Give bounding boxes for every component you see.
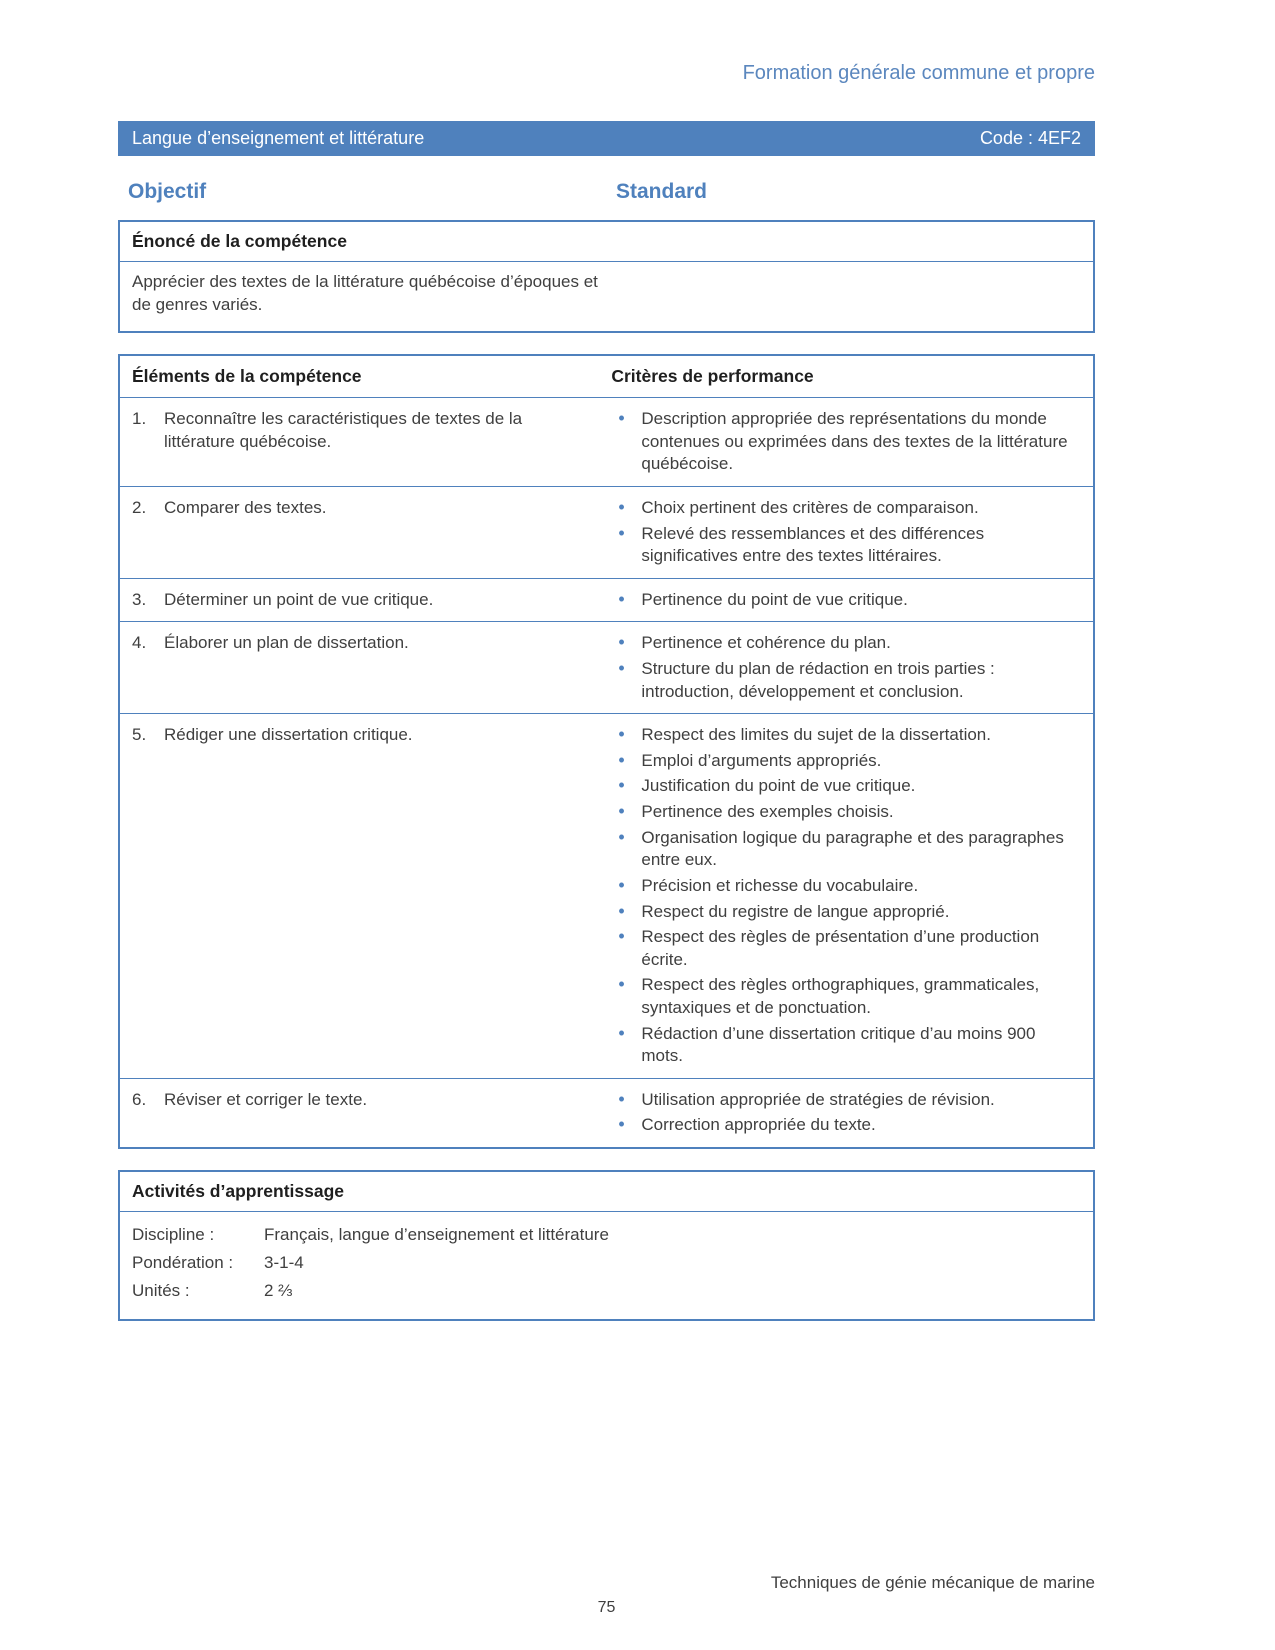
- objectif-heading: Objectif: [128, 180, 207, 203]
- criteria-cell: [611, 714, 1093, 1078]
- criteria-cell: [611, 622, 1093, 713]
- element-cell: [120, 487, 611, 578]
- criterion-item: • Organisation logique du paragraphe et des paragraphes entre eux.: [611, 827, 1081, 872]
- activity-label: Discipline :: [132, 1224, 215, 1244]
- element-item: [132, 1089, 587, 1112]
- criterion-item: • Pertinence du point de vue critique.: [611, 589, 1081, 612]
- element-text: Déterminer un point de vue critique.: [164, 589, 434, 609]
- element-number: 4.: [132, 633, 147, 653]
- element-item: [132, 589, 587, 612]
- criterion-item: • Correction appropriée du texte.: [611, 1114, 1081, 1137]
- enonce-box: [118, 220, 1095, 333]
- criteria-cell: [611, 579, 1093, 622]
- table-row: [120, 397, 1093, 486]
- criteres-column-header: Critères de performance: [611, 365, 814, 386]
- activity-label: Unités :: [132, 1281, 190, 1301]
- element-cell: [120, 622, 611, 713]
- criteria-list: [611, 632, 1081, 703]
- element-item: [132, 724, 587, 747]
- criteria-list: [611, 589, 1081, 612]
- enonce-text: Apprécier des textes de la littérature québécoise d’époques et de genres variés.: [132, 272, 598, 314]
- element-text: Élaborer un plan de dissertation.: [164, 633, 409, 653]
- activity-label: Pondération :: [132, 1253, 234, 1273]
- footer-program-name: Techniques de génie mécanique de marine: [770, 1573, 1095, 1593]
- column-headings: [128, 180, 1095, 204]
- element-text: Comparer des textes.: [164, 497, 327, 517]
- element-cell: [120, 1079, 611, 1147]
- element-text: Rédiger une dissertation critique.: [164, 725, 413, 745]
- course-banner: [118, 121, 1095, 156]
- criterion-item: • Pertinence des exemples choisis.: [611, 801, 1081, 824]
- table-row: [120, 713, 1093, 1078]
- criterion-item: • Emploi d’arguments appropriés.: [611, 750, 1081, 773]
- criterion-item: • Utilisation appropriée de stratégies de révision.: [611, 1089, 1081, 1112]
- activites-box: [118, 1170, 1095, 1321]
- elements-column-header: Éléments de la compétence: [132, 365, 362, 386]
- criteria-list: [611, 497, 1081, 568]
- criterion-item: • Respect des règles de présentation d’une production écrite.: [611, 926, 1081, 971]
- criterion-item: • Structure du plan de rédaction en trois parties : introduction, développement et conclusion.: [611, 658, 1081, 703]
- element-cell: [120, 579, 611, 622]
- criteria-list: [611, 1089, 1081, 1137]
- element-item: [132, 497, 587, 520]
- element-text: Reconnaître les caractéristiques de textes de la littérature québécoise.: [164, 409, 523, 451]
- enonce-body: [120, 262, 1093, 331]
- criterion-item: • Rédaction d’une dissertation critique d’au moins 900 mots.: [611, 1023, 1081, 1068]
- activity-value: 3-1-4: [264, 1253, 304, 1273]
- criteria-cell: [611, 398, 1093, 486]
- page-number: 75: [597, 1599, 616, 1617]
- activity-line: [132, 1221, 1081, 1249]
- table-row: [120, 621, 1093, 713]
- criterion-item: • Pertinence et cohérence du plan.: [611, 632, 1081, 655]
- table-row: [120, 1078, 1093, 1147]
- activity-line: [132, 1249, 1081, 1277]
- activity-line: [132, 1277, 1081, 1305]
- element-cell: [120, 714, 611, 1078]
- criterion-item: • Respect des limites du sujet de la dissertation.: [611, 724, 1081, 747]
- criterion-item: • Respect des règles orthographiques, grammaticales, syntaxiques et de ponctuation.: [611, 974, 1081, 1019]
- criterion-item: • Justification du point de vue critique.: [611, 775, 1081, 798]
- section-header: Formation générale commune et propre: [742, 62, 1095, 84]
- criterion-item: • Description appropriée des représentations du monde contenues ou exprimées dans des textes de la littérature québécoise.: [611, 408, 1081, 476]
- criteria-cell: [611, 487, 1093, 578]
- element-number: 6.: [132, 1089, 147, 1109]
- element-number: 5.: [132, 725, 147, 745]
- activites-body: [120, 1212, 1093, 1319]
- criterion-item: • Précision et richesse du vocabulaire.: [611, 875, 1081, 898]
- criteria-cell: [611, 1079, 1093, 1147]
- element-cell: [120, 398, 611, 486]
- element-text: Réviser et corriger le texte.: [164, 1089, 368, 1109]
- table-row: [120, 486, 1093, 578]
- element-number: 1.: [132, 409, 147, 429]
- activity-value: Français, langue d’enseignement et littérature: [264, 1224, 609, 1244]
- activites-header: Activités d’apprentissage: [120, 1172, 1093, 1212]
- criteria-list: [611, 408, 1081, 476]
- element-number: 3.: [132, 589, 147, 609]
- table-header-row: [120, 356, 1093, 397]
- table-row: [120, 578, 1093, 622]
- criteria-list: [611, 724, 1081, 1068]
- criterion-item: • Choix pertinent des critères de comparaison.: [611, 497, 1081, 520]
- element-item: [132, 408, 587, 453]
- standard-heading: Standard: [616, 180, 708, 203]
- banner-course-title: Langue d’enseignement et littérature: [132, 128, 425, 148]
- banner-course-code: Code : 4EF2: [979, 128, 1081, 148]
- activity-value: 2 ⅔: [264, 1281, 293, 1301]
- element-item: [132, 632, 587, 655]
- criterion-item: • Respect du registre de langue approprié.: [611, 901, 1081, 924]
- element-number: 2.: [132, 497, 147, 517]
- table-rows-container: [120, 397, 1093, 1147]
- competence-table: [118, 354, 1095, 1149]
- enonce-header: Énoncé de la compétence: [120, 222, 1093, 262]
- criterion-item: • Relevé des ressemblances et des différences significatives entre des textes littéraires.: [611, 523, 1081, 568]
